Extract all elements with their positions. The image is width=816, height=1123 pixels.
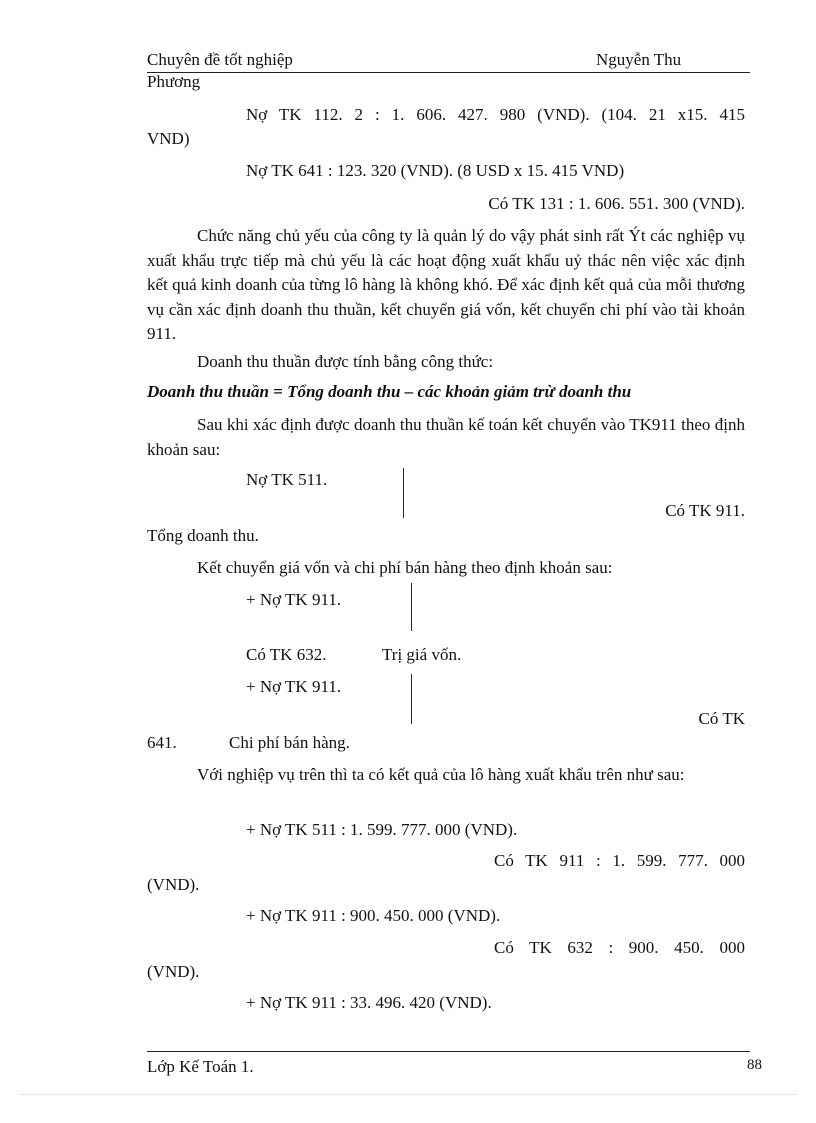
header-title: Chuyên đề tốt nghiệp bbox=[147, 50, 293, 69]
entry-debit-112-cont: VND) bbox=[147, 129, 190, 148]
header-author: Nguyễn Thu bbox=[596, 50, 682, 69]
entry-debit-641: Nợ TK 641 : 123. 320 (VND). (8 USD x 15. 415 VND) bbox=[246, 161, 625, 180]
result1-credit: Có TK 911 : 1. 599. 777. 000 bbox=[494, 851, 745, 870]
header-author-continued: Phương bbox=[147, 72, 201, 91]
paragraph-transfer-911: Sau khi xác định được doanh thu thuần kế toán kết chuyển vào TK911 theo định khoản sau: bbox=[147, 415, 745, 459]
result3-debit: + Nợ TK 911 : 33. 496. 420 (VND). bbox=[246, 993, 492, 1012]
footer-rule bbox=[147, 1051, 750, 1052]
result1-debit: + Nợ TK 511 : 1. 599. 777. 000 (VND). bbox=[246, 820, 518, 839]
journal3-credit: Có TK bbox=[698, 709, 745, 728]
paragraph-company-function: Chức năng chủ yếu của công ty là quản lý do vậy phát sinh rất Ýt các nghiệp vụ xuất khẩu trực tiếp mà chủ yếu là các hoạt động xuất khẩu uỷ thác nên việc xác định kết quả kinh doanh của từng lô hàng là không khó. Để xác định kết quả của mỗi thương vụ cần xác định doanh thu thuần, kết chuyển giá vốn, kết chuyển chi phí vào tài khoản 911. bbox=[147, 226, 745, 343]
formula-net-revenue: Doanh thu thuần = Tổng doanh thu – các khoản giảm trừ doanh thu bbox=[147, 382, 632, 401]
journal2-divider bbox=[411, 583, 412, 631]
journal3-divider bbox=[411, 674, 412, 724]
page-number: 88 bbox=[747, 1057, 762, 1073]
journal1-debit: Nợ TK 511. bbox=[246, 470, 328, 489]
paragraph-formula-intro: Doanh thu thuần được tính bằng công thức: bbox=[197, 352, 494, 371]
footer-class: Lớp Kế Toán 1. bbox=[147, 1057, 254, 1076]
journal3-debit: + Nợ TK 911. bbox=[246, 677, 342, 696]
journal1-credit: Có TK 911. bbox=[665, 501, 745, 520]
result2-credit: Có TK 632 : 900. 450. 000 bbox=[494, 938, 745, 957]
journal3-credit-cont: 641. bbox=[147, 733, 177, 752]
entry-debit-112: Nợ TK 112. 2 : 1. 606. 427. 980 (VND). (104. 21 x15. 415 bbox=[246, 105, 745, 124]
paragraph-result: Với nghiệp vụ trên thì ta có kết quả của lô hàng xuất khẩu trên như sau: bbox=[197, 765, 685, 784]
page-bottom-divider bbox=[20, 1094, 796, 1095]
journal1-divider bbox=[403, 468, 404, 518]
result1-credit-cont: (VND). bbox=[147, 875, 200, 894]
journal3-description: Chi phí bán hàng. bbox=[229, 733, 350, 752]
journal1-description: Tổng doanh thu. bbox=[147, 526, 259, 545]
header-rule bbox=[147, 72, 750, 73]
paragraph-transfer-cost: Kết chuyển giá vốn và chi phí bán hàng theo định khoản sau: bbox=[197, 558, 613, 577]
journal2-credit: Có TK 632. bbox=[246, 645, 327, 664]
journal2-description: Trị giá vốn. bbox=[382, 645, 462, 664]
result2-debit: + Nợ TK 911 : 900. 450. 000 (VND). bbox=[246, 906, 501, 925]
result2-credit-cont: (VND). bbox=[147, 962, 200, 981]
entry-credit-131: Có TK 131 : 1. 606. 551. 300 (VND). bbox=[488, 194, 745, 213]
journal2-debit: + Nợ TK 911. bbox=[246, 590, 342, 609]
